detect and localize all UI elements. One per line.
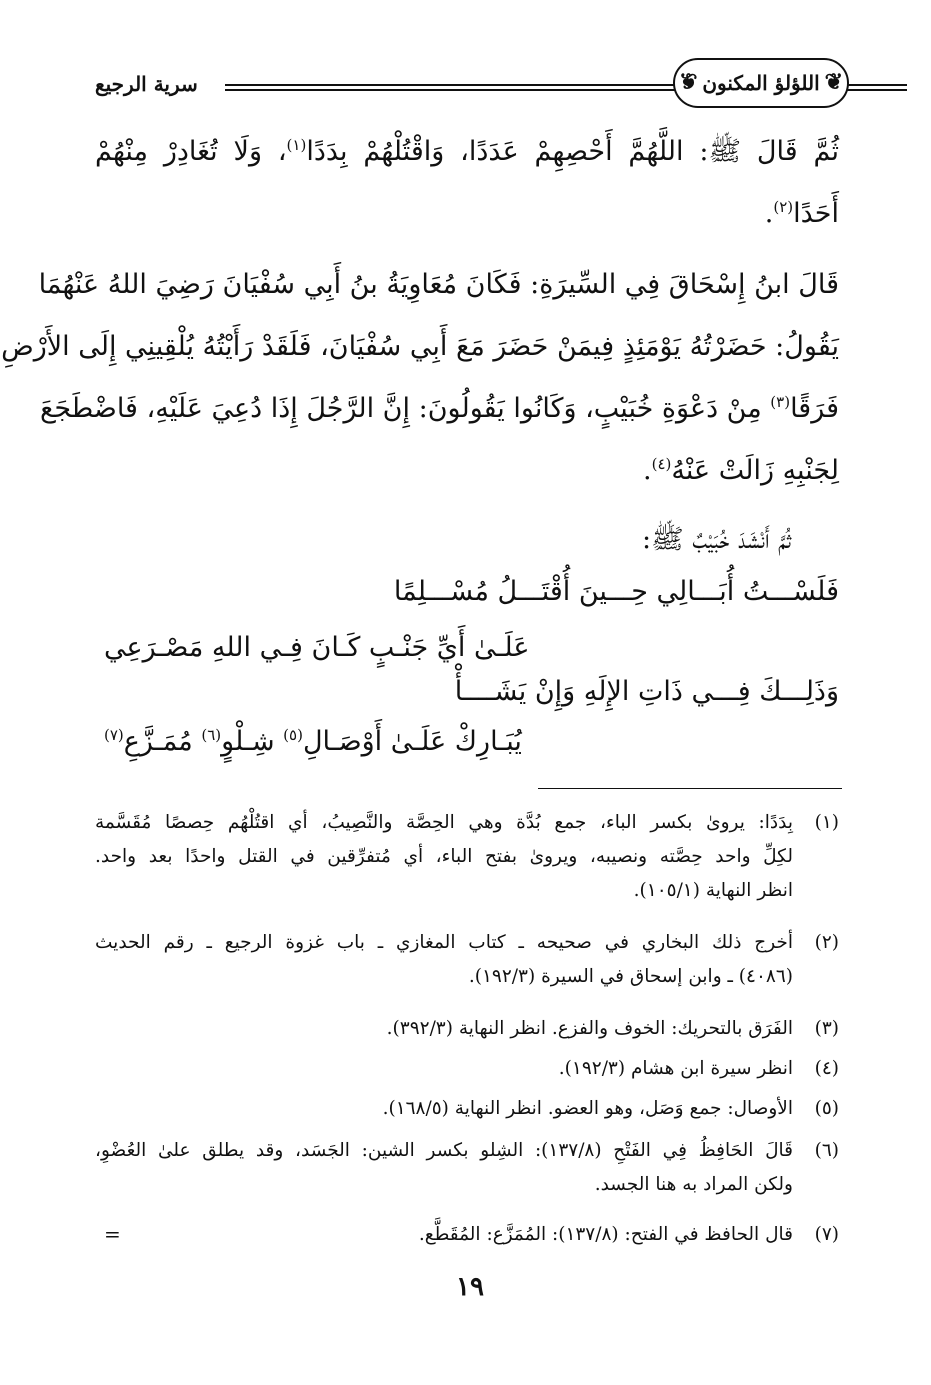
footnote-number: (٣) [814,1018,839,1039]
header-rule-left [225,84,675,91]
footnote: (٥) الأوصال: جمع وَصَل، وهو العضو. انظر النهاية (١٦٨/٥). [95,1092,839,1126]
verse-line: يُبَـارِكْ عَلَـىٰ أَوْصَـالِ$^{(٥)}$ شِـلْوٍ$^{(٦)}$ مُمَـزَّعِ$^{(٧)}$ [104,726,522,757]
verse-line: وَذَلِـــكَ فِـــي ذَاتِ الإِلَهِ وَإِنْ يَشَــــأْ [454,676,839,707]
footnote-separator [538,788,842,789]
footnote-number: (٥) [814,1098,839,1119]
footnote-number: (١) [814,812,839,833]
continuation-mark: = [104,1222,121,1246]
footnote-ref: (٢) [773,198,794,216]
body-line: قَالَ ابنُ إِسْحَاقَ فِي السِّيرَةِ: فَكَانَ مُعَاوِيَةُ بنُ أَبِي سُفْيَانَ رَضِيَ اللهُ عَنْهُمَا [38,269,839,300]
footnote: (٦) قَالَ الحَافِظُ فِي الفَتْحِ (١٣٧/٨): الشِلو بكسر الشين: الجَسَد، وقد يطلق علىٰ العُضْوِ، ولكن المراد به هنا الجسد. [95,1134,839,1202]
verse-line: فَلَسْـــتُ أُبَـــالِي حِـــينَ أُقْتَـــلُ مُسْـــلِمًا [393,576,839,607]
body-line: فَرَقًا$^{(٣)}$ مِنْ دَعْوَةِ خُبَيْبٍ، وَكَانُوا يَقُولُونَ: إِنَّ الرَّجُلَ إِذَا دُعِيَ عَلَيْهِ، فَاضْطَجَعَ [39,393,839,424]
footnote-ref: (٥) [283,726,303,744]
footnote-ref: (١) [286,136,307,154]
footnote-ref: (٣) [770,393,791,411]
verse-line: عَلَـىٰ أَيِّ جَنْـبٍ كَـانَ فِـي اللهِ مَصْـرَعِي [104,632,530,663]
footnote-ref: (٧) [104,726,124,744]
footnote-number: (٢) [814,932,839,953]
footnote: (١) بِدَدًا: يروىٰ بكسر الباء، جمع بُدَّة وهي الحِصَّة والنَّصِيبُ، أي اقتُلْهُم حِصصًا مُقَسَّمة لكِلِّ واحد حِصَّته ونصيبه، ويروىٰ بفتح الباء، أي مُتفرِّقين في القتل واحدًا بعد واحد. انظر النهاية (١٠٥/١). [95,806,839,908]
header-rule-right [847,84,907,91]
book-title-cartouche [673,58,849,108]
footnote: (٤) انظر سيرة ابن هشام (١٩٢/٣). [95,1052,839,1086]
body-line: ثُمَّ قَالَ ﷺ: اللَّهُمَّ أَحْصِهِمْ عَدَدًا، وَاقْتُلْهُمْ بِدَدًا$^{(١)}$، وَلَا تُغَادِرْ مِنْهُمْ [95,136,839,167]
footnote-number: (٦) [814,1140,839,1161]
footnote-number: (٤) [814,1058,839,1079]
footnote: (٧) قال الحافظ في الفتح: (١٣٧/٨): المُمَزَّع: المُقَطَّع. [95,1218,839,1252]
running-header [95,58,845,110]
page-number: ١٩ [456,1272,484,1302]
body-line: أَحَدًا$^{(٢)}$. [764,198,839,229]
footnote-ref: (٦) [201,726,222,744]
book-title: ❦ اللؤلؤ المكنون [702,71,820,95]
poem-intro: ثُمَّ أَنْشَدَ خُبَيْبٌ ﷺ: [642,524,791,555]
footnote: (٣) الفَرَق بالتحريك: الخوف والفزع. انظر النهاية (٣٩٢/٣). [95,1012,839,1046]
footnote-ref: (٤) [651,455,672,473]
footnote-number: (٧) [814,1224,839,1245]
chapter-title: سرية الرجيع [95,72,198,96]
footnote: (٢) أخرج ذلك البخاري في صحيحه ـ كتاب المغازي ـ باب غزوة الرجيع ـ رقم الحديث (٤٠٨٦) ـ وابن إسحاق في السيرة (١٩٢/٣). [95,926,839,994]
body-line: لِجَنْبِهِ زَالَتْ عَنْهُ$^{(٤)}$. [643,455,839,486]
body-line: يَقُولُ: حَضَرْتُهُ يَوْمَئِذٍ فِيمَنْ حَضَرَ مَعَ أَبِي سُفْيَانَ، فَلَقَدْ رَأَيْتُهُ يُلْقِينِي إِلَى الأَرْضِ [1,331,839,362]
